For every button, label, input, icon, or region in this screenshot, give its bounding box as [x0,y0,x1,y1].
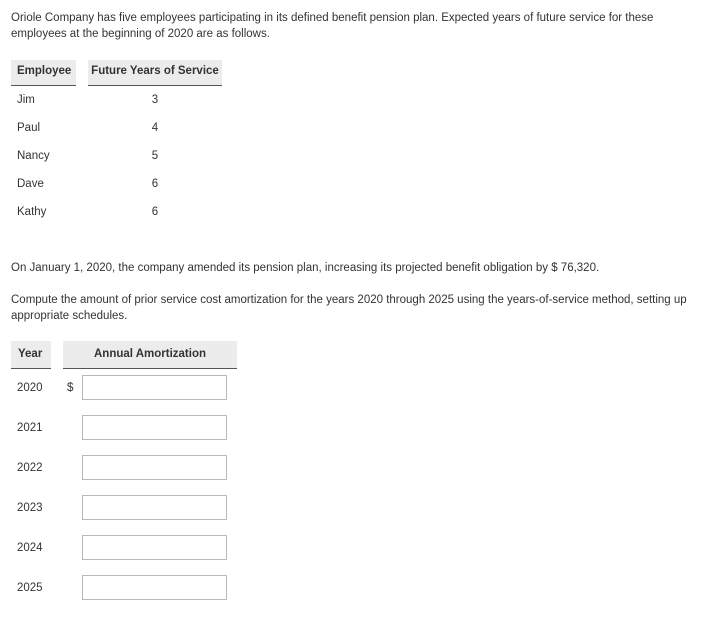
annual-amortization-column-header: Annual Amortization [63,341,237,369]
amortization-row-2021 [0,415,300,441]
year-label: 2020 [17,382,43,394]
amortization-input-2022[interactable] [82,455,227,480]
future-years-value: 5 [151,150,159,162]
future-years-value: 6 [151,178,159,190]
dollar-sign: $ [67,382,74,394]
employee-name: Paul [17,122,41,134]
amortization-input-2020[interactable] [82,375,227,400]
year-label: 2021 [17,422,43,434]
year-label: 2023 [17,502,43,514]
amortization-input-2024[interactable] [82,535,227,560]
amortization-input-2025[interactable] [82,575,227,600]
future-years-value: 4 [151,122,159,134]
amortization-row-2022 [0,455,300,481]
year-label: 2022 [17,462,43,474]
year-column-header: Year [11,341,51,369]
amendment-paragraph: On January 1, 2020, the company amended its pension plan, increasing its projected benefit obligation by $ 76,320. [11,262,600,274]
future-years-column-header: Future Years of Service [88,60,222,86]
amortization-input-2023[interactable] [82,495,227,520]
amortization-row-2023 [0,495,300,521]
employee-name: Dave [17,178,44,190]
future-years-value: 6 [151,206,159,218]
year-label: 2024 [17,542,43,554]
year-label: 2025 [17,582,43,594]
amortization-row-2024 [0,535,300,561]
amortization-row-2025 [0,575,300,601]
intro-paragraph: Oriole Company has five employees participating in its defined benefit pension plan. Expected years of future service for these employees at the beginning of 2020 are as follows. [11,12,654,40]
instruction-paragraph: Compute the amount of prior service cost amortization for the years 2020 through 2025 using the years-of-service method, setting up appropriate schedules. [11,294,687,322]
employee-name: Nancy [17,150,50,162]
employee-column-header: Employee [11,60,76,86]
future-years-value: 3 [151,94,159,106]
amortization-row-2020 [0,375,300,401]
employee-name: Kathy [17,206,47,218]
amortization-input-2021[interactable] [82,415,227,440]
employee-name: Jim [17,94,35,106]
